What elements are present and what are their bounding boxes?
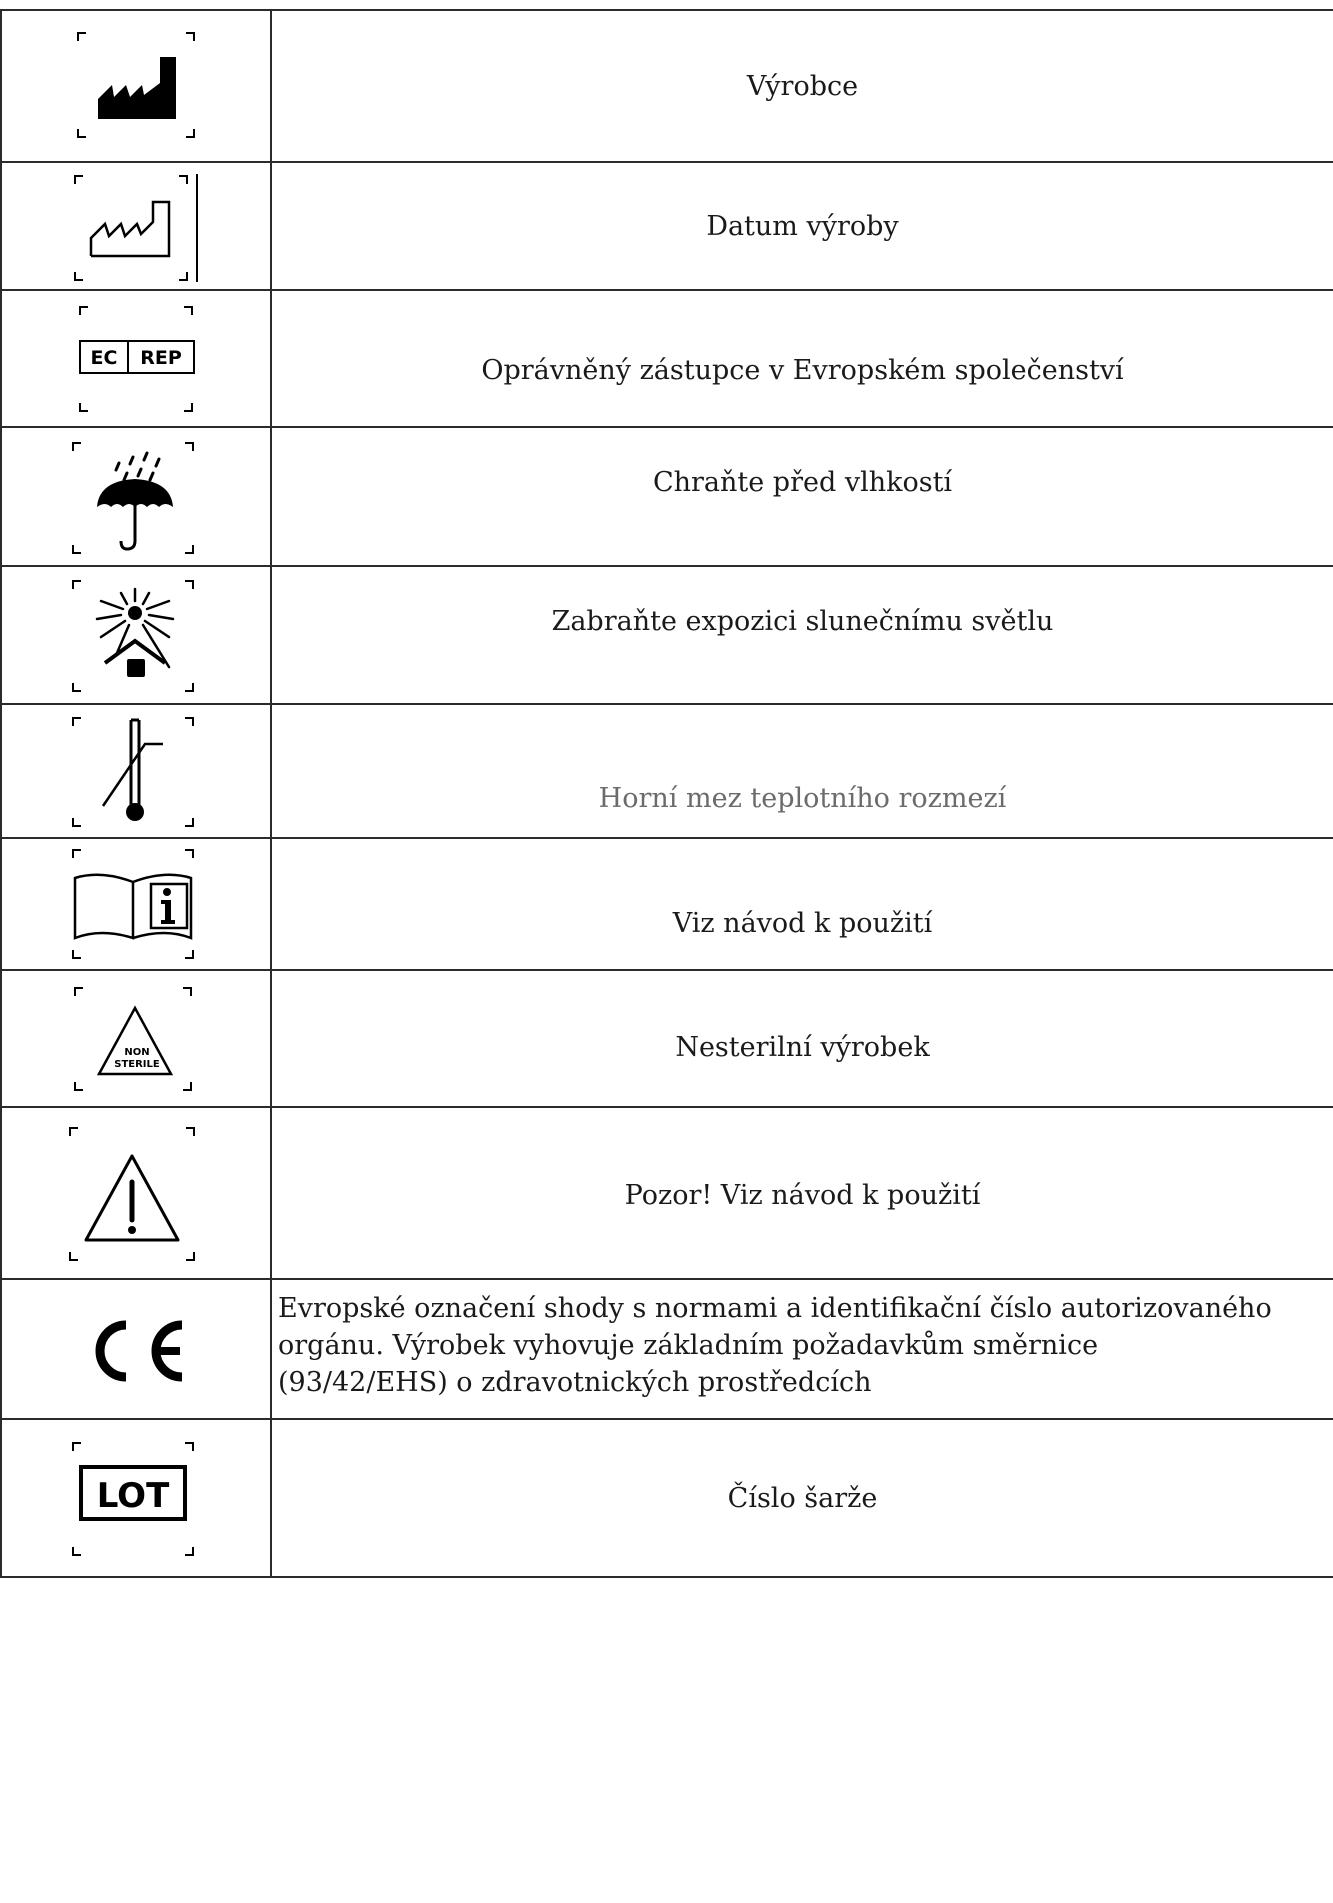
table-row [1,970,1333,1107]
date-of-manufacture-icon [61,166,211,286]
table-row [1,427,1333,566]
ce-line-1: Evropské označení shody s normami a identifikační číslo autorizovaného [278,1293,1272,1324]
icon-cell [1,704,271,838]
row-label: Horní mez teplotního rozmezí [271,704,1333,838]
ce-line-3: (93/42/EHS) o zdravotnických prostředcích [278,1367,872,1398]
icon-cell [1,1107,271,1279]
table-row [1,1419,1333,1577]
row-label: Viz návod k použití [271,838,1333,970]
ec-rep-icon [66,299,206,419]
icon-cell [1,1419,271,1577]
icon-cell [1,290,271,427]
table-row [1,1279,1333,1419]
sterile-text: STERILE [114,1058,160,1070]
symbols-table [0,9,1333,1578]
icon-cell [1,427,271,566]
caution-warning-icon [56,1116,216,1270]
rep-text: REP [140,346,182,369]
table-row [1,704,1333,838]
lot-batch-code-icon [61,1433,211,1563]
table-row [1,290,1333,427]
row-label: Nesterilní výrobek [271,970,1333,1107]
row-label: Zabraňte expozici slunečnímu světlu [271,566,1333,704]
keep-dry-umbrella-icon [61,433,211,561]
row-label: Oprávněný zástupce v Evropském společenství [271,290,1333,427]
row-label: Pozor! Viz návod k použití [271,1107,1333,1279]
table-row [1,162,1333,290]
ce-mark-icon [66,1299,206,1399]
icon-cell [1,970,271,1107]
ec-text: EC [90,346,118,369]
table-row [1,566,1333,704]
icon-cell [1,838,271,970]
non-text: NON [124,1046,150,1058]
consult-instructions-icon [61,842,211,966]
row-label: Chraňte před vlhkostí [271,427,1333,566]
icon-cell [1,162,271,290]
icon-cell [1,10,271,162]
upper-temperature-limit-icon [61,708,211,834]
ce-description [271,1279,1333,1419]
row-label: Číslo šarže [271,1419,1333,1577]
manufacturer-icon [66,21,206,151]
row-label: Datum výroby [271,162,1333,290]
ce-line-2: orgánu. Výrobek vyhovuje základním požadavkům směrnice [278,1330,1099,1361]
keep-away-from-sunlight-icon [61,571,211,699]
table-row [1,10,1333,162]
icon-cell [1,1279,271,1419]
non-sterile-icon [61,980,211,1098]
icon-cell [1,566,271,704]
table-row [1,838,1333,970]
table-row [1,1107,1333,1279]
row-label: Výrobce [271,10,1333,162]
lot-text: LOT [96,1476,170,1516]
